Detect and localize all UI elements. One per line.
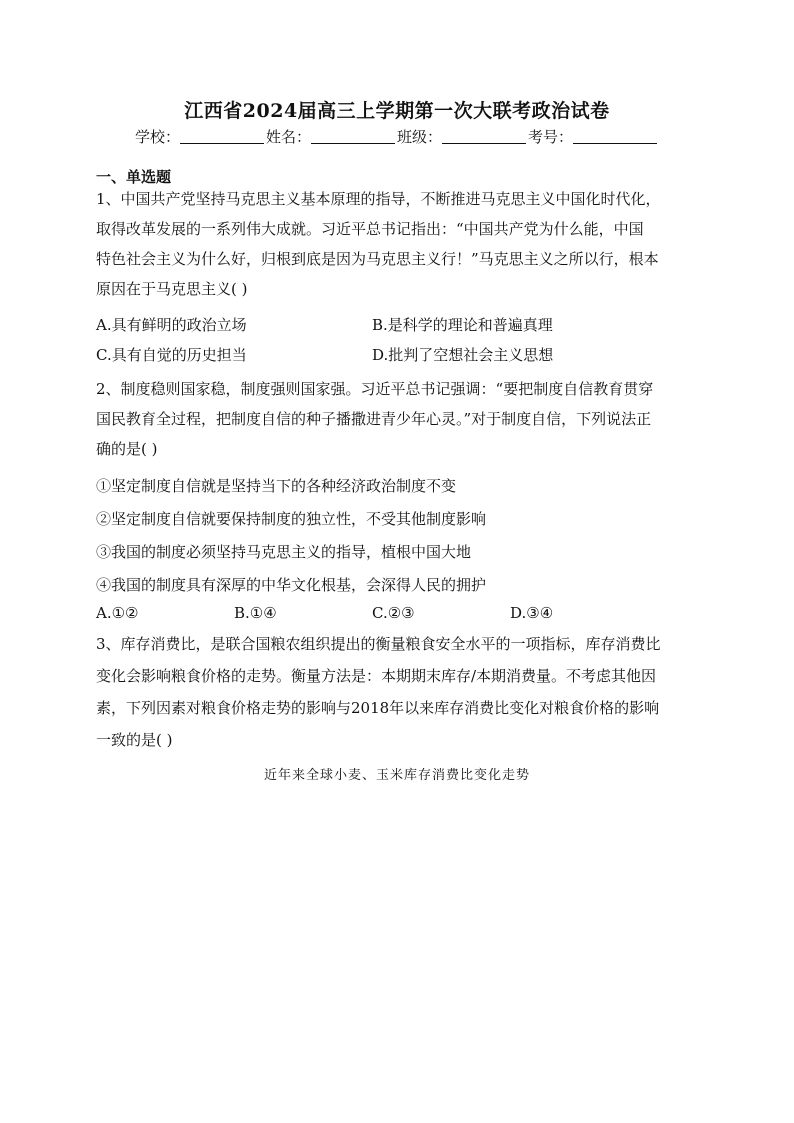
question-2-line: 2、制度稳则国家稳，制度强则国家强。习近平总书记强调：“要把制度自信教育贯穿	[96, 380, 654, 398]
question-1	[96, 184, 698, 304]
question-1-option-a[interactable]: A.具有鲜明的政治立场	[96, 316, 247, 334]
student-info-line	[0, 126, 794, 147]
page-title: 江西省2024届高三上学期第一次大联考政治试卷	[184, 100, 610, 122]
number-label: 考号：	[528, 128, 574, 146]
question-2-option-a[interactable]: A.①②	[96, 604, 139, 622]
question-2-line: 确的是( )	[96, 440, 158, 458]
class-label: 班级：	[397, 128, 443, 146]
question-2	[96, 374, 698, 464]
question-2-statement: ③我国的制度必须坚持马克思主义的指导，植根中国大地	[96, 543, 472, 561]
question-2-option-b[interactable]: B.①④	[234, 604, 277, 622]
question-1-option-b[interactable]: B.是科学的理论和普遍真理	[372, 316, 553, 334]
question-1-options-row-1	[96, 314, 698, 338]
question-2-line: 国民教育全过程，把制度自信的种子播撒进青少年心灵。”对于制度自信，下列说法正	[96, 410, 652, 428]
question-1-line: 特色社会主义为什么好，归根到底是因为马克思主义行！”马克思主义之所以行，根本	[96, 250, 659, 268]
question-3-line: 一致的是( )	[96, 731, 173, 749]
question-2-option-d[interactable]: D.③④	[510, 604, 554, 622]
class-blank[interactable]	[442, 129, 526, 144]
question-2-option-c[interactable]: C.②③	[372, 604, 415, 622]
section-heading: 一、单选题	[96, 168, 172, 186]
question-1-option-c[interactable]: C.具有自觉的历史担当	[96, 346, 247, 364]
question-2-statement: ②坚定制度自信就要保持制度的独立性，不受其他制度影响	[96, 510, 487, 528]
name-label: 姓名：	[265, 128, 311, 146]
school-blank[interactable]	[180, 129, 264, 144]
question-2-statement: ①坚定制度自信就是坚持当下的各种经济政治制度不变	[96, 477, 457, 495]
question-3-line: 素，下列因素对粮食价格走势的影响与2018年以来库存消费比变化对粮食价格的影响	[96, 699, 660, 717]
number-blank[interactable]	[573, 129, 657, 144]
question-2-statement: ④我国的制度具有深厚的中华文化根基，会深得人民的拥护	[96, 576, 487, 594]
chart-caption: 近年来全球小麦、玉米库存消费比变化走势	[263, 768, 530, 783]
question-2-options	[96, 604, 698, 628]
question-1-options-row-2	[96, 344, 698, 368]
school-label: 学校：	[134, 128, 180, 146]
question-3	[96, 628, 698, 756]
name-blank[interactable]	[311, 129, 395, 144]
question-1-option-d[interactable]: D.批判了空想社会主义思想	[372, 346, 554, 364]
question-3-line: 3、库存消费比，是联合国粮农组织提出的衡量粮食安全水平的一项指标，库存消费比	[96, 635, 661, 653]
question-1-line: 取得改革发展的一系列伟大成就。习近平总书记指出：“中国共产党为什么能，中国	[96, 220, 644, 238]
question-1-line: 1、中国共产党坚持马克思主义基本原理的指导，不断推进马克思主义中国化时代化，	[96, 190, 661, 208]
question-2-statements	[96, 470, 698, 602]
question-1-line: 原因在于马克思主义( )	[96, 280, 248, 298]
question-3-line: 变化会影响粮食价格的走势。衡量方法是：本期期末库存/本期消费量。不考虑其他因	[96, 667, 657, 685]
